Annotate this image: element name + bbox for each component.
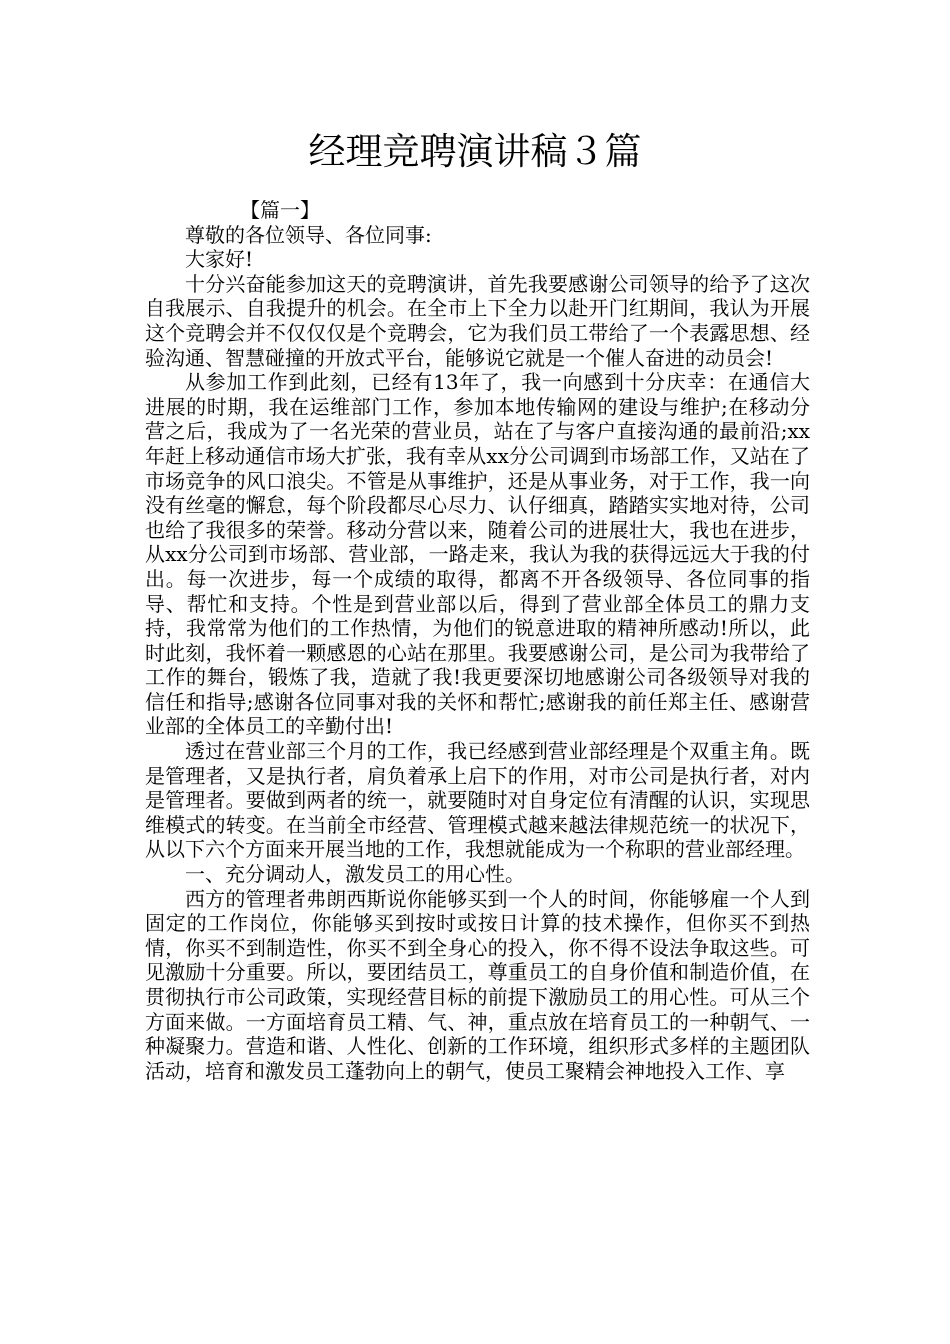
paragraph: 十分兴奋能参加这天的竞聘演讲，首先我要感谢公司领导的给予了这次自我展示、自我提升的机会。在全市上下全力以赴开门红期间，我认为开展这个竞聘会并不仅仅仅是个竞聘会，它为我们员工带给了一个表露思想、经验沟通、智慧碰撞的开放式平台，能够说它就是一个催人奋进的动员会! [145,271,810,370]
salutation: 尊敬的各位领导、各位同事: [185,222,432,247]
paragraph: 透过在营业部三个月的工作，我已经感到营业部经理是个双重主角。既是管理者，又是执行者，肩负着承上启下的作用，对市公司是执行者，对内是管理者。要做到两者的统一，就要随时对自身定位有清醒的认识，实现思维模式的转变。在当前全市经营、管理模式越来越法律规范统一的状况下，从以下六个方面来开展当地的工作，我想就能成为一个称职的营业部经理。 [145,739,810,862]
paragraph: 西方的管理者弗朗西斯说你能够买到一个人的时间，你能够雇一个人到固定的工作岗位，你能够买到按时或按日计算的技术操作，但你买不到热情，你买不到制造性，你买不到全身心的投入，你不得不设法争取这些。可见激励十分重要。所以，要团结员工，尊重员工的自身价值和制造价值，在贯彻执行市公司政策，实现经营目标的前提下激励员工的用心性。可从三个方面来做。一方面培育员工精、气、神，重点放在培育员工的一种朝气、一种凝聚力。营造和谐、人性化、创新的工作环境，组织形式多样的主题团队活动，培育和激发员工蓬勃向上的朝气，使员工聚精会神地投入工作、享 [145,886,810,1083]
greeting: 大家好! [185,247,254,272]
subheading: 一、充分调动人，激发员工的用心性。 [185,862,525,887]
document-body [145,198,810,1083]
document-title: 经理竞聘演讲稿３篇 [308,130,642,173]
section-label: 【篇一】 [240,198,320,222]
paragraph: 从参加工作到此刻，已经有13年了，我一向感到十分庆幸：在通信大进展的时期，我在运维部门工作，参加本地传输网的建设与维护;在移动分营之后，我成为了一名光荣的营业员，站在了与客户直接沟通的最前沿;xx年赶上移动通信市场大扩张，我有幸从xx分公司调到市场部工作，又站在了市场竞争的风口浪尖。不管是从事维护，还是从事业务，对于工作，我一向没有丝毫的懈怠，每个阶段都尽心尽力、认仔细真，踏踏实实地对待，公司也给了我很多的荣誉。移动分营以来，随着公司的进展壮大，我也在进步，从xx分公司到市场部、营业部，一路走来，我认为我的获得远远大于我的付出。每一次进步，每一个成绩的取得，都离不开各级领导、各位同事的指导、帮忙和支持。个性是到营业部以后，得到了营业部全体员工的鼎力支持，我常常为他们的工作热情，为他们的锐意进取的精神所感动!所以，此时此刻，我怀着一颗感恩的心站在那里。我要感谢公司，是公司为我带给了工作的舞台，锻炼了我，造就了我!我更要深切地感谢公司各级领导对我的信任和指导;感谢各位同事对我的关怀和帮忙;感谢我的前任郑主任、感谢营业部的全体员工的辛勤付出! [145,370,810,739]
